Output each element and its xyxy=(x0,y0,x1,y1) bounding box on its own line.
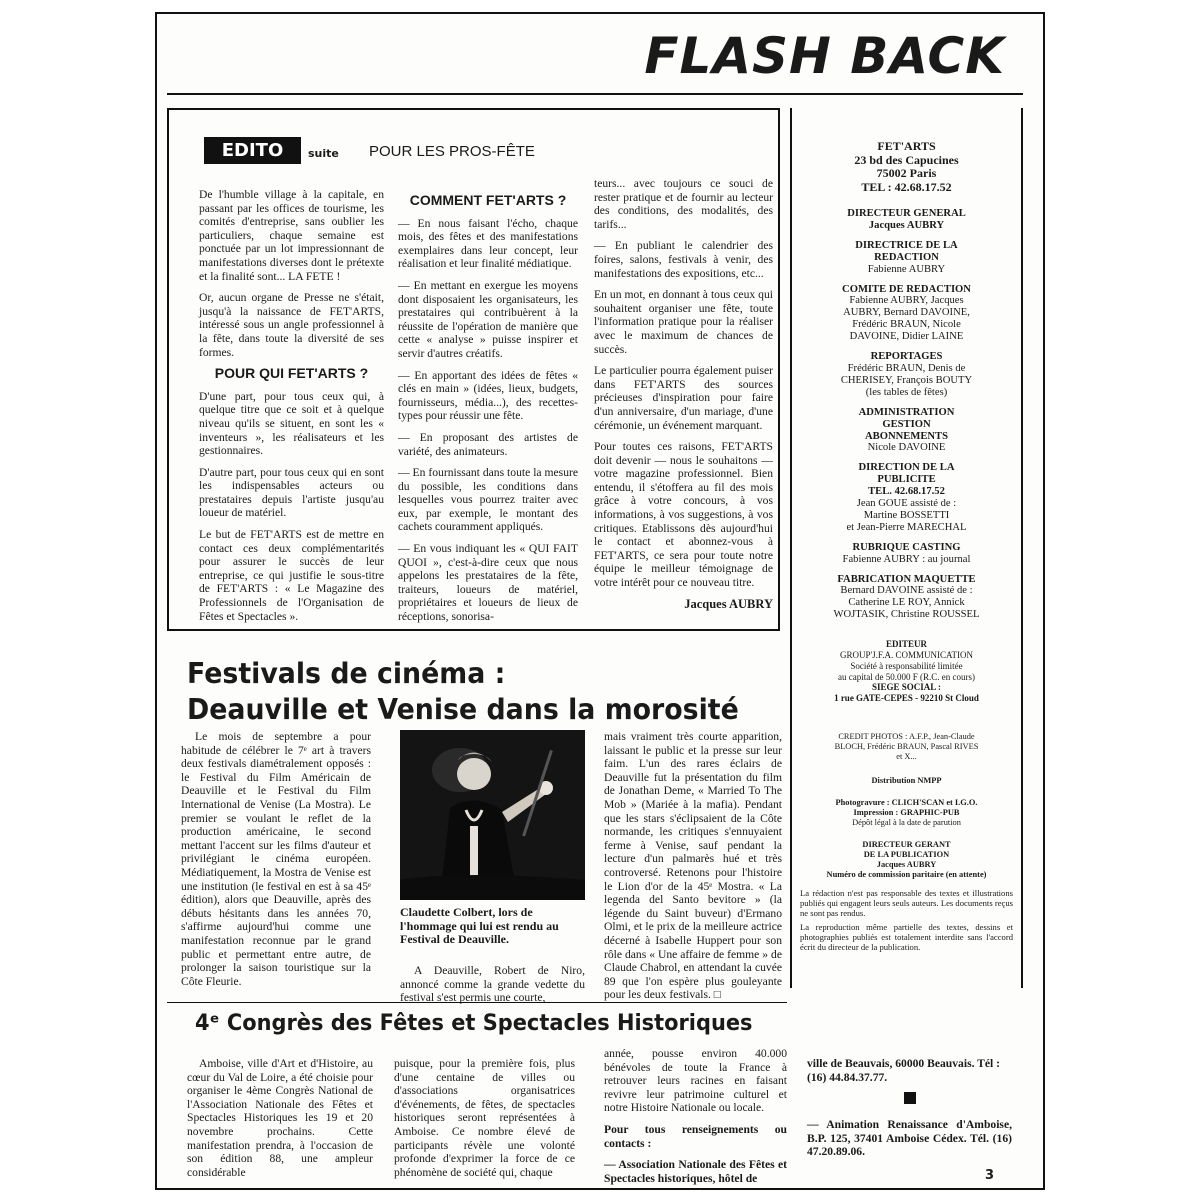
article-separator xyxy=(167,1002,787,1003)
contact-entry: ville de Beauvais, 60000 Beauvais. Tél : (16) 44.84.37.77. xyxy=(807,1057,1001,1084)
staff-block xyxy=(800,462,1013,533)
square-bullet-icon xyxy=(904,1092,916,1104)
paragraph: De l'humble village à la capitale, en passant par les offices de tourisme, les comités d'entreprise, sans oublier les particuliers, chaque semaine est ponctuée par un lot impressionnant de manifestations diverses dont le prétexte et la finalité sont... LA FETE ! xyxy=(199,188,384,283)
headline-line: Deauville et Venise dans la morosité xyxy=(187,693,739,726)
staff-name: AUBRY, Bernard DAVOINE, xyxy=(843,307,970,319)
credit-line: Impression : GRAPHIC-PUB xyxy=(853,807,960,817)
staff-name: Frédéric BRAUN, Denis de xyxy=(847,362,966,374)
paragraph: — En proposant des artistes de variété, des animateurs. xyxy=(398,430,578,458)
article2-column-1 xyxy=(187,1057,373,1187)
photo-caption: Claudette Colbert, lors de l'hommage qui lui est rendu au Festival de Deauville. xyxy=(400,905,559,947)
paragraph: teurs... avec toujours ce souci de rester pratique et de fournir au lecteur des conditions, des modalités, des tarifs... xyxy=(594,177,773,231)
photo-credits xyxy=(800,732,1013,762)
credit-line: CREDIT PHOTOS : A.F.P., Jean-Claude xyxy=(838,731,975,741)
staff-heading: DIRECTION DE LA xyxy=(858,462,955,474)
contact-heading: Pour tous renseignements ou contacts : xyxy=(604,1122,787,1150)
staff-name: CHERISEY, François BOUTY xyxy=(840,374,973,386)
publisher-line: Société à responsabilité limitée xyxy=(850,660,963,671)
staff-name: Fabienne AUBRY xyxy=(867,263,946,275)
staff-heading: DIRECTEUR GERANT xyxy=(862,839,951,849)
staff-name: Jacques AUBRY xyxy=(876,859,937,869)
paragraph: — En nous faisant l'écho, chaque mois, des fêtes et des manifestations exemplaires dans leur concept, leur réalisation et leur finalité médiatique. xyxy=(398,216,578,271)
staff-heading: DE LA PUBLICATION xyxy=(863,849,950,859)
edito-column-1 xyxy=(199,188,384,631)
edito-subheading: COMMENT FET'ARTS ? xyxy=(409,192,567,208)
staff-name: Bernard DAVOINE assisté de : xyxy=(840,585,973,597)
paragraph: — En vous indiquant les « QUI FAIT QUOI », c'est-à-dire ceux que nous appelons les prestataires de la fête, traiteurs, loueurs de matériel, propriétaires et loueurs de lieux de réceptions, sonorisa- xyxy=(398,542,578,624)
address-phone: TEL : 42.68.17.52 xyxy=(861,179,952,194)
credit-line: Dépôt légal à la date de parution xyxy=(852,817,961,827)
staff-name: Frédéric BRAUN, Nicole xyxy=(852,319,961,331)
staff-name: Fabienne AUBRY : au journal xyxy=(842,553,971,565)
paragraph: En un mot, en donnant à tous ceux qui souhaitent organiser une fête, toute l'information pratique pour la réaliser avec le maximum de chances de succès. xyxy=(594,288,773,356)
staff-name: Fabienne AUBRY, Jacques xyxy=(849,295,964,307)
publisher-address xyxy=(800,140,1013,194)
staff-name: Catherine LE ROY, Annick xyxy=(848,597,965,609)
article1-column-2 xyxy=(400,964,585,1013)
staff-name: DAVOINE, Didier LAINE xyxy=(849,331,964,343)
paragraph: année, pousse environ 40.000 bénévoles de toute la France à retrouver leurs racines en faisant revivre leur patrimoine culturel et notre Histoire Nationale ou locale. xyxy=(604,1047,787,1115)
staff-name: Nicole DAVOINE xyxy=(867,442,946,454)
staff-block xyxy=(800,351,1013,399)
paragraph: Pour toutes ces raisons, FET'ARTS doit devenir — nous le souhaitons — votre magazine professionnel. Bien entendu, il s'étoffera au fil des mois grâce à votre concours, à vos informations, à vos suggestions, à vos critiques. Etablissons dès aujourd'hui le contact et abonnez-vous à FET'ARTS, ce sera pour toute notre équipe le meilleur témoignage de votre intérêt pour ce nouveau titre. xyxy=(594,440,773,590)
staff-block xyxy=(800,240,1013,276)
staff-name: Jacques AUBRY xyxy=(868,219,945,231)
masthead-rule xyxy=(167,93,1023,95)
article1-column-3 xyxy=(604,730,782,1010)
article2-column-3 xyxy=(604,1047,787,1193)
contact-entry: — Animation Renaissance d'Amboise, B.P. 125, 37401 Amboise Cédex. Tél. (16) 47.20.89.06. xyxy=(807,1118,1012,1159)
staff-block xyxy=(800,542,1013,566)
credit-line: BLOCH, Frédéric BRAUN, Pascal RIVES xyxy=(834,741,979,751)
publisher-block xyxy=(800,639,1013,704)
publisher-name: FET'ARTS xyxy=(877,139,936,153)
paragraph: Or, aucun organe de Presse ne s'était, jusqu'à la naissance de FET'ARTS, intéressé sous un angle professionnel à la fête, dans toute la diversité de ses formes. xyxy=(199,291,384,359)
edito-tag: EDITO xyxy=(204,137,301,164)
legal-notice-1: La rédaction n'est pas responsable des textes et illustrations publiés qui engagent leurs seuls auteurs. Les documents reçus ne sont pas rendus. xyxy=(800,887,1013,918)
paragraph: D'autre part, pour tous ceux qui en sont les indispensables acteurs ou prestataires depuis l'artiste jusqu'au loueur de matériel. xyxy=(199,465,384,520)
staff-heading: REDACTION xyxy=(874,251,939,263)
paragraph: Amboise, ville d'Art et d'Histoire, au cœur du Val de Loire, a été choisie pour organiser le 4ème Congrès National de l'Association Nationale des Fêtes et Spectacles Historiques les 19 et 20 novembre prochains. Cette manifestation prendra, à l'occasion de son édition 88, une ampleur considérable xyxy=(187,1057,373,1179)
publication-director xyxy=(800,840,1013,880)
headline-line: Festivals de cinéma : xyxy=(187,657,506,690)
staff-heading: SIEGE SOCIAL : xyxy=(871,682,942,693)
edito-suite-label: suite xyxy=(308,147,339,160)
paragraph: — En publiant le calendrier des foires, salons, festivals à venir, des manifestations des expositions, etc... xyxy=(594,239,773,280)
staff-heading: PUBLICITE xyxy=(877,474,936,486)
address-line: 23 bd des Capucines xyxy=(854,152,959,167)
staff-heading: DIRECTRICE DE LA xyxy=(855,239,958,251)
article1-column-1 xyxy=(181,730,371,996)
staff-heading: ADMINISTRATION xyxy=(858,406,955,418)
staff-heading: GESTION xyxy=(882,418,931,430)
paragraph: A Deauville, Robert de Niro, annoncé comme la grande vedette du festival s'est permis une courte, xyxy=(400,964,585,1005)
paragraph: Le but de FET'ARTS est de mettre en contact ces deux complémentarités pour assurer le succès de leur entreprise, ce qui justifie le sous-titre de FET'ARTS : « Le Magazine des Professionnels de l'Organisation de Fêtes et Spectacles ». xyxy=(199,528,384,623)
paragraph: puisque, pour la première fois, plus d'une centaine de villes ou d'associations organisatrices d'événements, de fêtes, de spectacles historiques seront représentées à Amboise. Ce nombre élevé de participants révèle une volonté profonde d'exprimer la force de ce phénomène de société qui, chaque xyxy=(394,1057,575,1179)
edito-signature: Jacques AUBRY xyxy=(684,596,773,611)
credit-line: Numéro de commission paritaire (en attente) xyxy=(826,869,987,879)
paragraph: mais vraiment très courte apparition, laissant le public et la presse sur leur faim. L'un des rares éclairs de Deauville fut la présentation du film de Jonathan Deme, « Married To The Mob » (Mariée à la mafia). Pendant que les stars s'éclipsaient de la Côte normande, les critiques s'ennuyaient ferme à Venise, sauf pendant la lecture d'un palmarès hué et très controversé. Retenons pour l'histoire le Lion d'or de la 45ᵉ Mostra. « La legenda del Santo bevitore » (la légende du Saint buveur) d'Ermano Olmi, et le prix de la meilleure actrice décerné à Isabelle Huppert pour son rôle dans « Une affaire de femme » de Claude Chabrol, en attendant la cuvée 89 que l'on espère plus gouleyante pour les deux festivals. □ xyxy=(604,730,782,1002)
staff-heading: FABRICATION MAQUETTE xyxy=(837,573,976,585)
staff-block xyxy=(800,574,1013,622)
staff-heading: RUBRIQUE CASTING xyxy=(852,541,961,553)
masthead-title: FLASH BACK xyxy=(644,27,1005,85)
staff-block xyxy=(800,284,1013,344)
paragraph: Le mois de septembre a pour habitude de célébrer le 7ᵉ art à travers deux festivals diamétralement opposés : le Festival du Film Américain de Deauville et le Festival du Film International de Venise (La Mostra). Le premier se voulant le reflet de la production américaine, le second mettant l'accent sur les films d'auteur et privilégiant le cinéma européen. Médiatiquement, la Mostra de Venise est une institution (le festival en est à sa 45ᵉ édition), alors que Deauville, après des débuts hésitants dans les années 70, s'affirme aujourd'hui comme une manifestation reconnue par le grand public et permettant entre autre, de prolonger la saison touristique sur la Côte Fleurie. xyxy=(181,730,371,988)
paragraph: Le particulier pourra également puiser dans FET'ARTS des sources précieuses d'inspiration pour faire d'un anniversaire, d'un mariage, d'une cérémonie, un événement marquant. xyxy=(594,364,773,432)
edito-title: POUR LES PROS-FÊTE xyxy=(369,143,535,160)
contact-entry: — Association Nationale des Fêtes et Spectacles historiques, hôtel de xyxy=(604,1158,787,1185)
edito-column-3 xyxy=(594,177,773,619)
staff-name: WOJTASIK, Christine ROUSSEL xyxy=(833,609,980,621)
legal-notice-2: La reproduction même partielle des textes, dessins et photographies publiés est totalement interdite sans l'accord écrit du directeur de la publication. xyxy=(800,921,1013,952)
paragraph: — En apportant des idées de fêtes « clés en main » (idées, lieux, budgets, fournisseurs, média...), des recettes-types pour réussir une fête. xyxy=(398,368,578,423)
staff-heading: EDITEUR xyxy=(885,639,927,650)
staff-heading: ABONNEMENTS xyxy=(865,430,948,442)
singer-photo-illustration xyxy=(400,730,585,900)
paragraph: — En fournissant dans toute la mesure du possible, les conditions dans lesquelles vous pourrez traiter avec eux, par exemple, le montant des cachets couramment appliqués. xyxy=(398,466,578,534)
edito-subheading: POUR QUI FET'ARTS ? xyxy=(214,365,369,382)
publisher-line: au capital de 50.000 F (R.C. en cours) xyxy=(838,671,975,682)
edito-column-2 xyxy=(398,188,578,632)
article2-headline: 4ᵉ Congrès des Fêtes et Spectacles Historiques xyxy=(195,1010,753,1036)
distribution: Distribution NMPP xyxy=(871,775,942,785)
staff-heading: REPORTAGES xyxy=(870,351,943,363)
publisher-line: 1 rue GATE-CEPES - 92210 St Cloud xyxy=(834,693,979,704)
staff-phone: TEL. 42.68.17.52 xyxy=(868,486,945,498)
staff-block xyxy=(800,407,1013,455)
credit-line: Photogravure : CLICH'SCAN et I.G.O. xyxy=(835,797,978,807)
credit-line: et X... xyxy=(896,751,917,761)
staff-block xyxy=(800,208,1013,232)
article1-headline xyxy=(187,656,751,728)
magazine-page xyxy=(155,12,1045,1190)
article2-column-4 xyxy=(807,1057,1012,1167)
staff-name: (les tables de fêtes) xyxy=(865,386,948,398)
staff-name: Martine BOSSETTI xyxy=(863,509,950,521)
publisher-line: GROUP'J.F.A. COMMUNICATION xyxy=(840,649,973,660)
paragraph: D'une part, pour tous ceux qui, à quelque titre que ce soit et à quelque niveau qu'ils se situent, en sont les « inventeurs », les réalisateurs et les gestionnaires. xyxy=(199,389,384,458)
staff-name: et Jean-Pierre MARECHAL xyxy=(846,521,967,533)
staff-name: Jean GOUE assisté de : xyxy=(856,498,957,510)
staff-heading: COMITE DE REDACTION xyxy=(842,283,971,295)
page-number: 3 xyxy=(985,1168,995,1183)
article1-photo xyxy=(400,730,585,900)
staff-credits xyxy=(800,140,1013,952)
staff-heading: DIRECTEUR GENERAL xyxy=(847,208,966,219)
article2-column-2 xyxy=(394,1057,575,1187)
paragraph: — En mettant en exergue les moyens dont disposaient les organisateurs, les prestataires qui contribuèrent à la réussite de l'opération de manière que cette « analyse » puisse inspirer et servir d'autres créatifs. xyxy=(398,278,578,360)
address-line: 75002 Paris xyxy=(876,166,937,180)
printing-credits xyxy=(800,798,1013,828)
